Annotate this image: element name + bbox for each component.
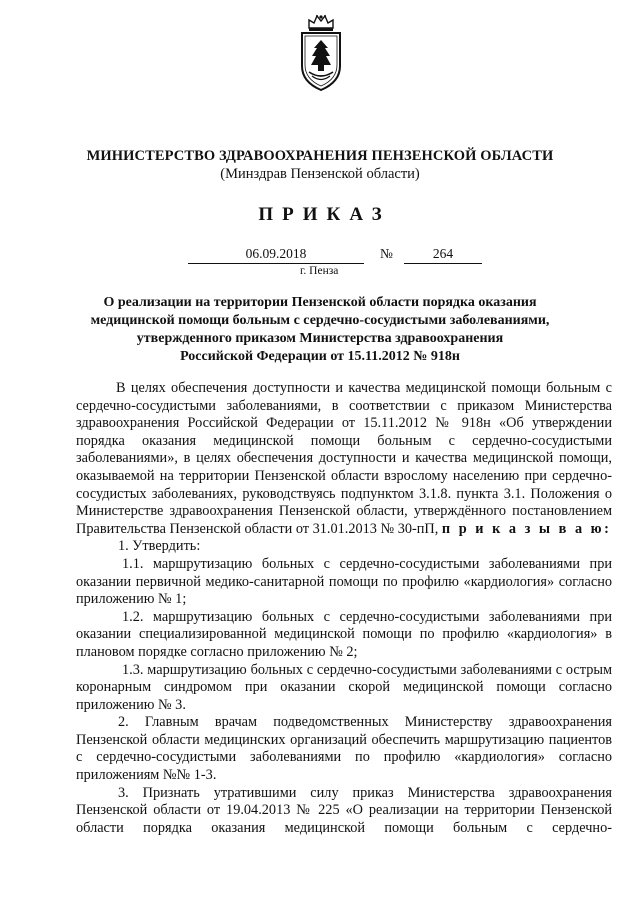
coat-of-arms-icon bbox=[296, 14, 346, 92]
item-3: 3. Признать утратившими силу приказ Министерства здравоохранения Пензенской области от 19.04.2013 № 225 «О реализации на территории Пензенской области порядка оказания медицинской помощи больным с сердечно- bbox=[76, 784, 612, 836]
subject-line: медицинской помощи больным с сердечно-сосудистыми заболеваниями, bbox=[90, 313, 550, 328]
ministry-short-name: (Минздрав Пензенской области) bbox=[220, 166, 420, 182]
preamble-paragraph bbox=[76, 380, 612, 538]
item-1-1: 1.1. маршрутизацию больных с сердечно-сосудистыми заболеваниями при оказании первичной медико-санитарной помощи по профилю «кардиология» согласно приложению № 1; bbox=[76, 555, 612, 608]
preamble-text: В целях обеспечения доступности и качества медицинской помощи больным с сердечно-сосудистыми заболеваниями, в соответствии с приказом Министерства здравоохранения Российской Федерации от 15.11.2012 № 918н «Об утверждении порядка оказания медицинской помощи больным с сердечно-сосудистыми заболеваниями», в целях обеспечения доступности и качества медицинской помощи, оказываемой на территории Пензенской области взрослому населению при сердечно-сосудистых заболеваниях, руководствуясь подпунктом 3.1.8. пункта 3.1. Положения о Министерстве здравоохранения Пензенской области, утверждённого постановлением Правительства Пензенской области от 31.01.2013 № 30-пП, bbox=[76, 380, 612, 537]
subject-line: утвержденного приказом Министерства здравоохранения bbox=[136, 331, 504, 346]
order-subject bbox=[0, 294, 640, 366]
item-1: 1. Утвердить: bbox=[118, 538, 201, 555]
ministry-title: МИНИСТЕРСТВО ЗДРАВООХРАНЕНИЯ ПЕНЗЕНСКОЙ ОБЛАСТИ bbox=[86, 148, 554, 164]
item-2: 2. Главным врачам подведомственных Министерству здравоохранения Пензенской области медицинских организаций обеспечить маршрутизацию пациентов с сердечно-сосудистыми заболеваниями по профилю «кардиология» согласно приложениям №№ 1-3. bbox=[76, 714, 612, 784]
order-body bbox=[76, 380, 612, 837]
number-sign: № bbox=[380, 246, 393, 261]
item-1-3: 1.3. маршрутизацию больных с сердечно-сосудистыми заболеваниями с острым коронарным синдромом при оказании скорой медицинской помощи согласно приложению № 3. bbox=[76, 661, 612, 713]
item-1-2: 1.2. маршрутизацию больных с сердечно-сосудистыми заболеваниями при оказании специализированной медицинской помощи по профилю «кардиология» в плановом порядке согласно приложению № 2; bbox=[76, 608, 612, 660]
subject-line: О реализации на территории Пензенской области порядка оказания bbox=[103, 295, 537, 310]
order-date: 06.09.2018 bbox=[188, 245, 364, 264]
order-meta-row bbox=[0, 245, 640, 265]
document-type-heading: ПРИКАЗ bbox=[258, 204, 391, 225]
order-number: 264 bbox=[404, 245, 482, 264]
order-keyword: п р и к а з ы в а ю: bbox=[441, 520, 612, 537]
city-label: г. Пенза bbox=[300, 265, 339, 277]
subject-line: Российской Федерации от 15.11.2012 № 918н bbox=[180, 349, 460, 364]
